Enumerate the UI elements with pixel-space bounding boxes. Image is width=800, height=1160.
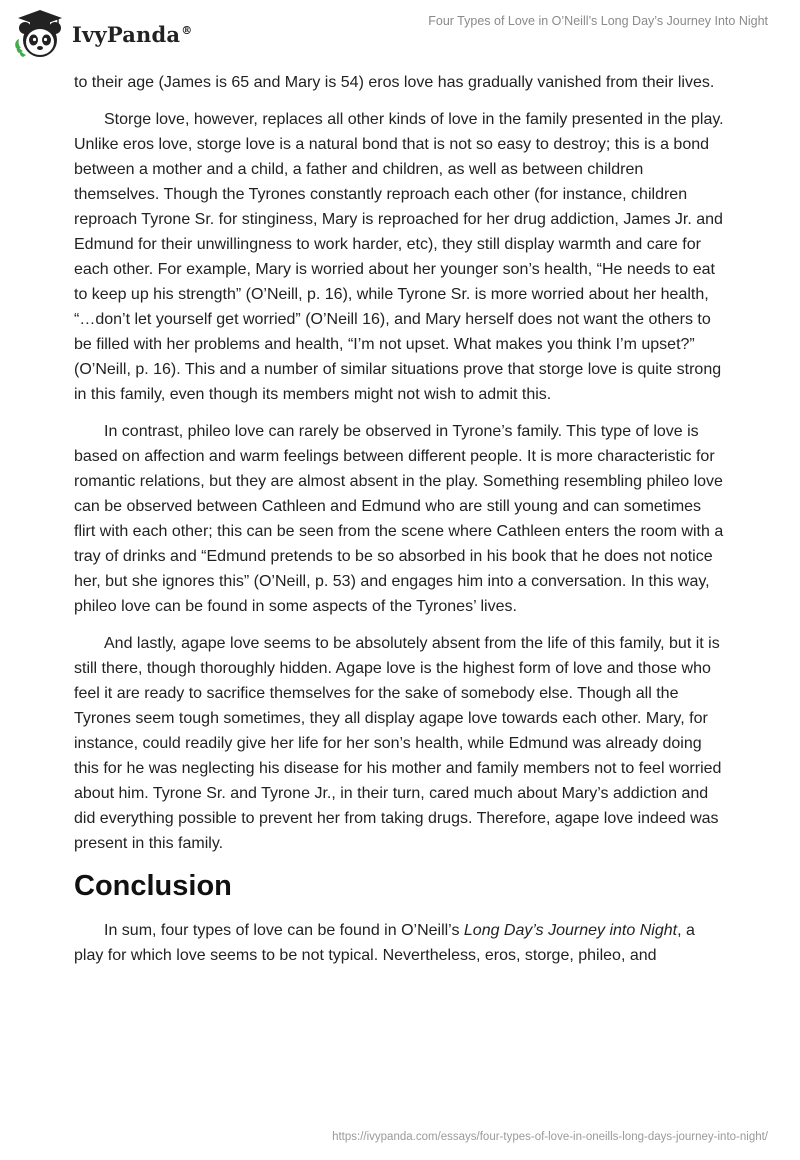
page-header — [0, 0, 800, 68]
page-title: Four Types of Love in O’Neill’s Long Day’s Journey Into Night — [428, 14, 768, 28]
ivypanda-logo[interactable] — [12, 6, 192, 62]
paragraph-phileo: In contrast, phileo love can rarely be observed in Tyrone’s family. This type of love is based on affection and warm feelings between different people. It is more characteristic for romantic relations, but they are almost absent in the play. Something resembling phileo love can be observed between Cathleen and Edmund who are still young and can sometimes flirt with each other; this can be seen from the scene where Cathleen enters the room with a tray of drinks and “Edmund pretends to be so absorbed in his book that he does not notice her, but she ignores this” (O’Neill, p. 53) and engages him into a conversation. In this way, phileo love can be found in some aspects of the Tyrones’ lives. — [74, 423, 724, 615]
conclusion-text-end: , a play for which love seems to be not typical. Nevertheless, eros, storge, phileo, and — [74, 922, 695, 964]
paragraph-agape: And lastly, agape love seems to be absolutely absent from the life of this family, but it is still there, though thoroughly hidden. Agape love is the highest form of love and those who feel it are ready to sacrifice themselves for the sake of somebody else. Though all the Tyrones seem tough sometimes, they all display agape love towards each other. Mary, for instance, could readily give her life for her son’s health, while Edmund was already doing this for he was neglecting his disease for his mother and family members not to feel worried about him. Tyrone Sr. and Tyrone Jr., in their turn, cared much about Mary’s addiction and did everything possible to prevent her from taking drugs. Therefore, agape love indeed was present in this family. — [74, 635, 722, 852]
play-title: Long Day’s Journey into Night — [463, 922, 678, 939]
essay-content — [74, 70, 724, 980]
paragraph-eros-end: to their age (James is 65 and Mary is 54) eros love has gradually vanished from their lives. — [74, 74, 715, 91]
logo-wordmark — [72, 22, 192, 47]
conclusion-text-start: In sum, four types of love can be found in O’Neill’s — [104, 922, 464, 939]
paragraph-storge: Storge love, however, replaces all other kinds of love in the family presented in the play. Unlike eros love, storge love is a natural bond that is not so easy to destroy; this is a bond between a mother and a child, a father and children, as well as between children themselves. Though the Tyrones constantly reproach each other (for instance, children reproach Tyrone Sr. for stinginess, Mary is reproached for her drug addiction, James Jr. and Edmund for their unwillingness to work harder, etc), they still display warmth and care for each other. For example, Mary is worried about her younger son’s health, “He needs to eat to keep up his strength” (O’Neill, p. 16), while Tyrone Sr. is more worried about her health, “…don’t let yourself get worried” (O’Neill 16), and Mary herself does not want the others to be filled with her problems and health, “I’m not upset. What makes you think I’m upset?” (O’Neill, p. 16). This and a number of similar situations prove that storge love is quite strong in this family, even though its members might not wish to admit this. — [74, 111, 724, 403]
panda-graduate-icon — [12, 6, 68, 62]
source-url[interactable]: https://ivypanda.com/essays/four-types-of-love-in-oneills-long-days-journey-into-night/ — [332, 1131, 768, 1143]
conclusion-heading: Conclusion — [74, 870, 232, 902]
paragraph-conclusion — [74, 918, 724, 968]
logo-text: IvyPanda — [72, 21, 181, 47]
registered-mark: ® — [181, 23, 193, 37]
